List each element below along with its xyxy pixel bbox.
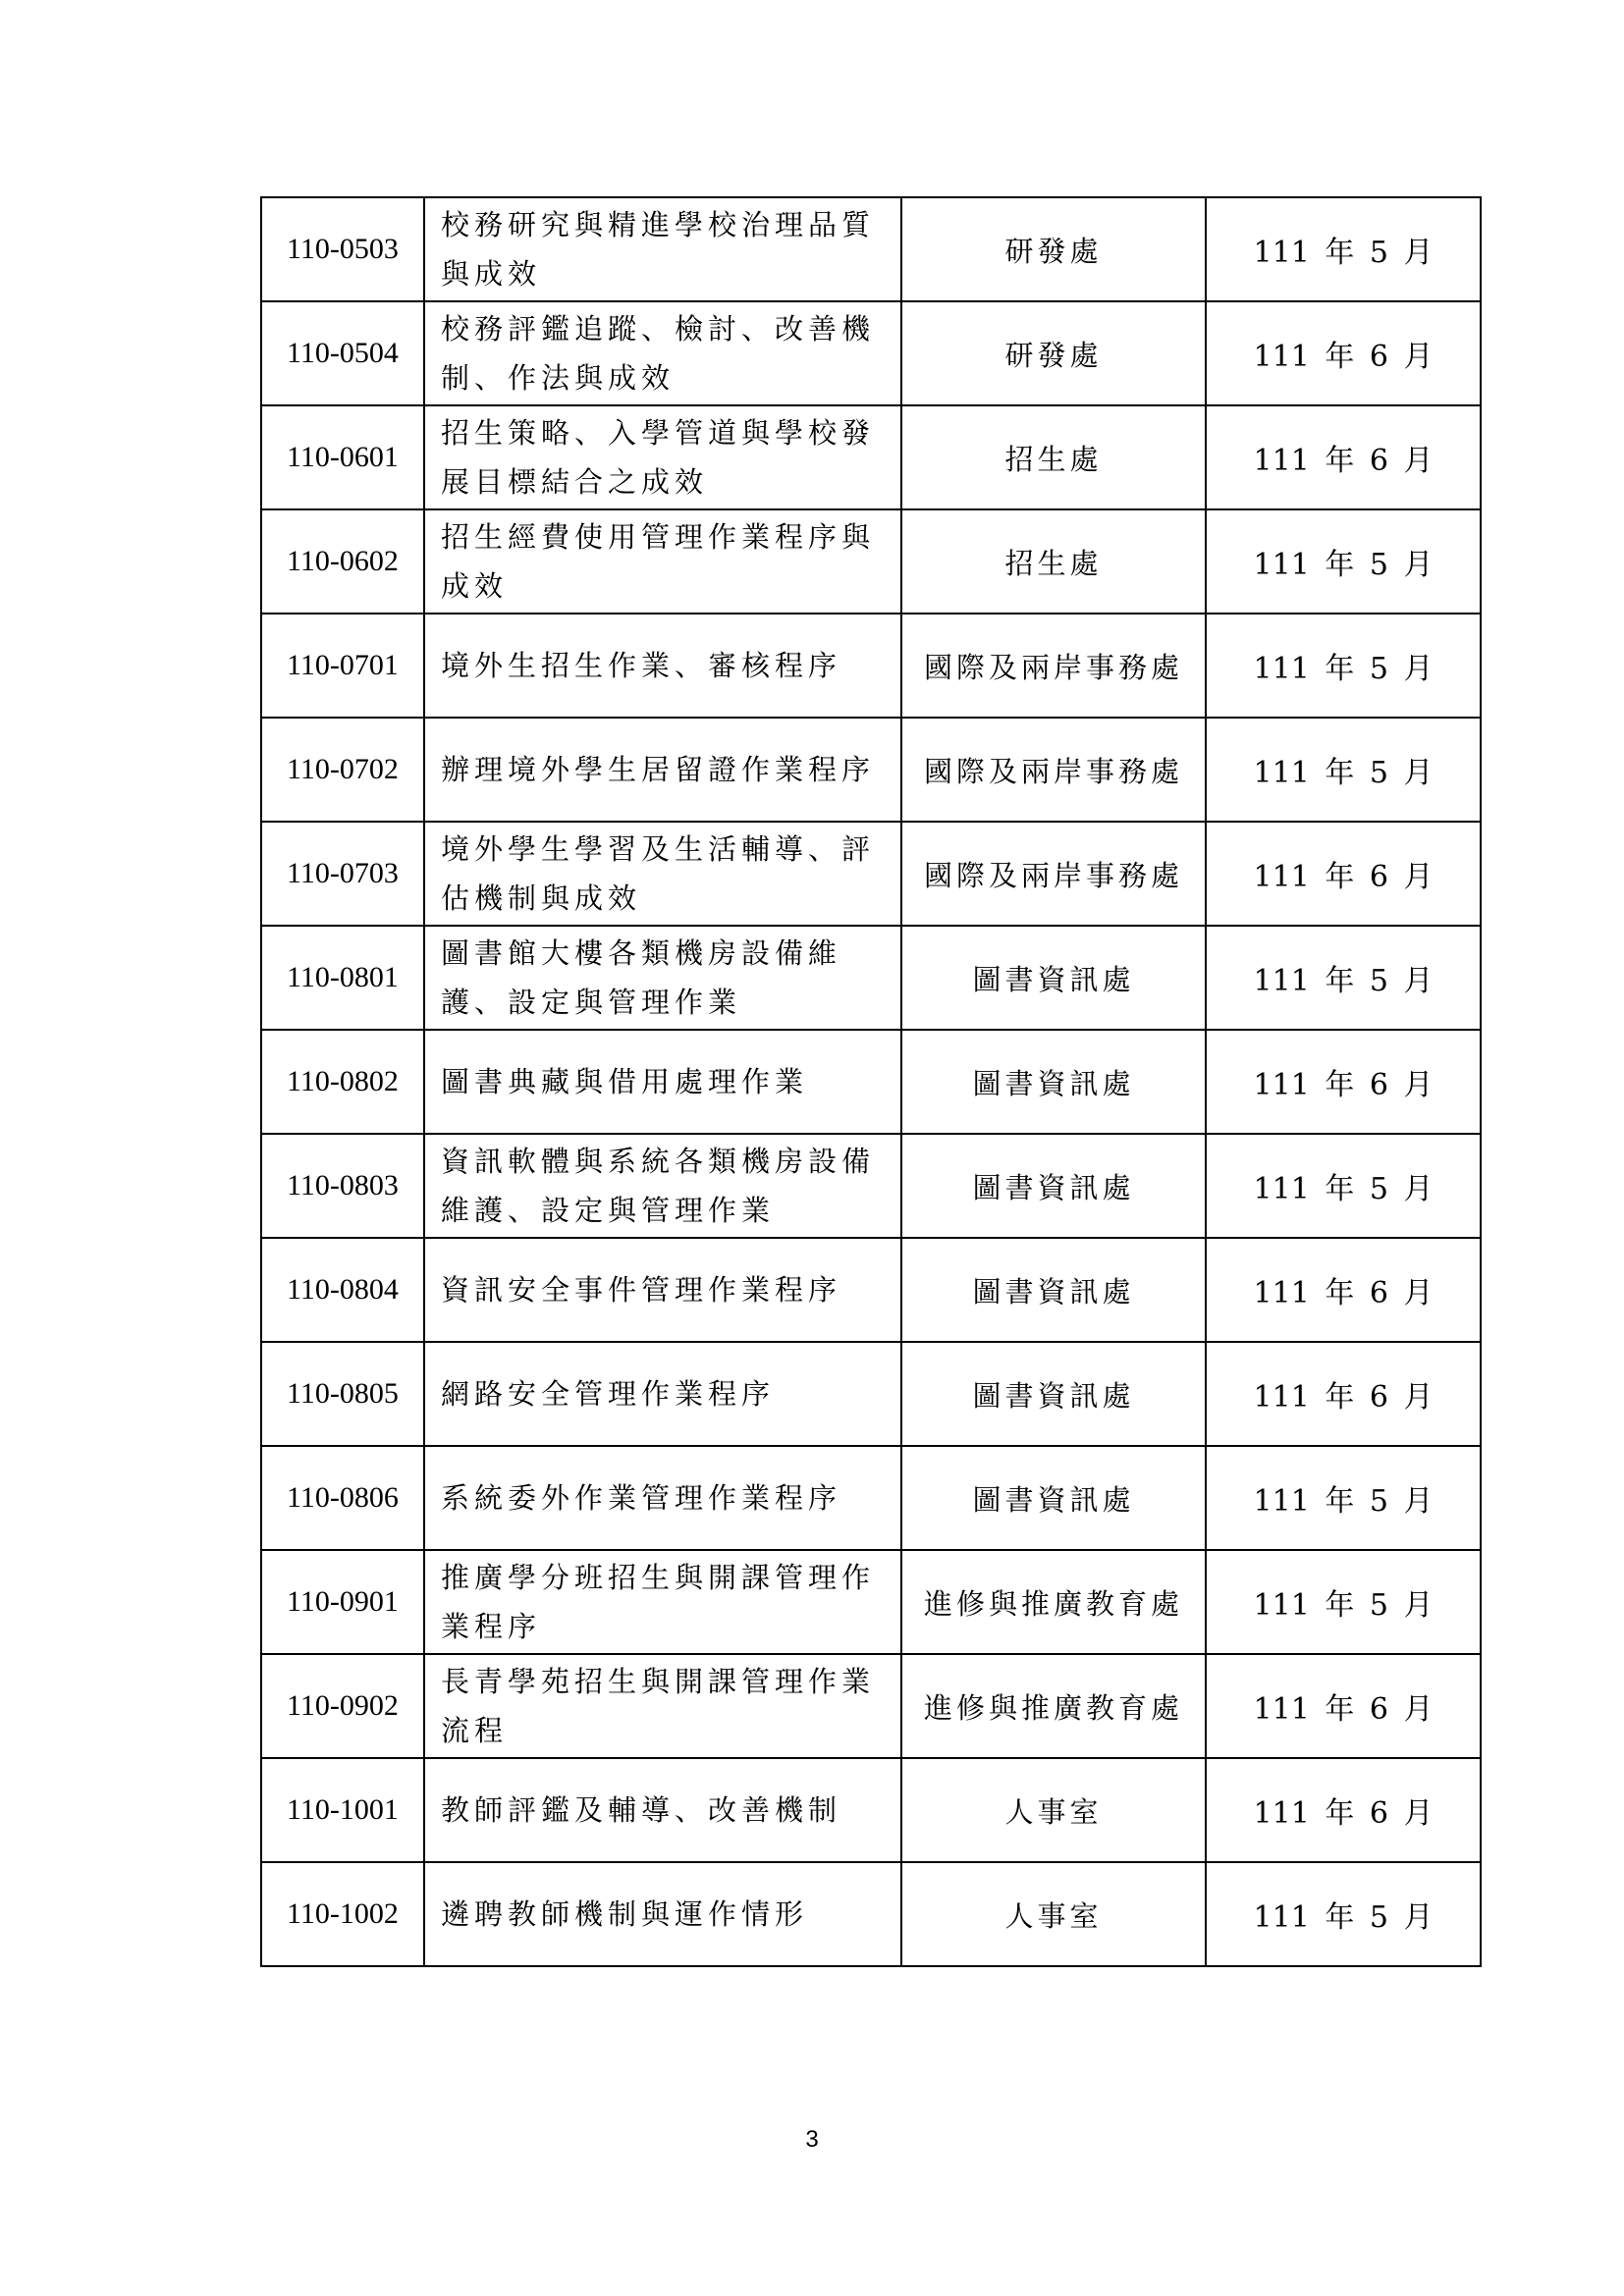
item-name: 長青學苑招生與開課管理作業流程	[424, 1654, 901, 1758]
responsible-unit: 進修與推廣教育處	[901, 1654, 1206, 1758]
audit-date: 111 年 5 月	[1206, 509, 1481, 614]
table-row	[261, 1446, 1481, 1550]
audit-date: 111 年 5 月	[1206, 197, 1481, 301]
table-row	[261, 926, 1481, 1030]
item-name: 資訊軟體與系統各類機房設備維護、設定與管理作業	[424, 1134, 901, 1238]
item-name: 招生策略、入學管道與學校發展目標結合之成效	[424, 405, 901, 509]
table-body	[261, 197, 1481, 1966]
audit-date: 111 年 5 月	[1206, 614, 1481, 718]
table-row	[261, 822, 1481, 926]
item-code: 110-0902	[261, 1654, 424, 1758]
audit-date: 111 年 5 月	[1206, 926, 1481, 1030]
responsible-unit: 圖書資訊處	[901, 1342, 1206, 1446]
responsible-unit: 圖書資訊處	[901, 1134, 1206, 1238]
item-code: 110-0503	[261, 197, 424, 301]
item-name: 資訊安全事件管理作業程序	[424, 1238, 901, 1342]
item-code: 110-0803	[261, 1134, 424, 1238]
item-code: 110-0701	[261, 614, 424, 718]
table-row	[261, 405, 1481, 509]
item-code: 110-0801	[261, 926, 424, 1030]
table-row	[261, 1030, 1481, 1134]
audit-date: 111 年 6 月	[1206, 1758, 1481, 1862]
item-code: 110-0901	[261, 1550, 424, 1654]
table-row	[261, 1550, 1481, 1654]
audit-date: 111 年 6 月	[1206, 1654, 1481, 1758]
responsible-unit: 研發處	[901, 301, 1206, 405]
item-code: 110-0804	[261, 1238, 424, 1342]
audit-date: 111 年 6 月	[1206, 822, 1481, 926]
item-name: 辦理境外學生居留證作業程序	[424, 718, 901, 822]
item-code: 110-1001	[261, 1758, 424, 1862]
audit-date: 111 年 6 月	[1206, 1030, 1481, 1134]
table-row	[261, 1758, 1481, 1862]
table-row	[261, 1134, 1481, 1238]
item-name: 校務評鑑追蹤、檢討、改善機制、作法與成效	[424, 301, 901, 405]
item-code: 110-0703	[261, 822, 424, 926]
item-code: 110-0601	[261, 405, 424, 509]
item-code: 110-0702	[261, 718, 424, 822]
responsible-unit: 國際及兩岸事務處	[901, 822, 1206, 926]
audit-date: 111 年 5 月	[1206, 718, 1481, 822]
item-code: 110-0806	[261, 1446, 424, 1550]
item-name: 圖書典藏與借用處理作業	[424, 1030, 901, 1134]
responsible-unit: 國際及兩岸事務處	[901, 718, 1206, 822]
responsible-unit: 進修與推廣教育處	[901, 1550, 1206, 1654]
audit-date: 111 年 6 月	[1206, 1238, 1481, 1342]
page-number: 3	[805, 2126, 819, 2153]
responsible-unit: 研發處	[901, 197, 1206, 301]
item-code: 110-0504	[261, 301, 424, 405]
audit-schedule-table	[260, 196, 1482, 1967]
item-name: 遴聘教師機制與運作情形	[424, 1862, 901, 1966]
item-code: 110-0805	[261, 1342, 424, 1446]
item-name: 網路安全管理作業程序	[424, 1342, 901, 1446]
audit-date: 111 年 6 月	[1206, 405, 1481, 509]
table-row	[261, 614, 1481, 718]
item-name: 圖書館大樓各類機房設備維護、設定與管理作業	[424, 926, 901, 1030]
item-code: 110-0602	[261, 509, 424, 614]
table-row	[261, 509, 1481, 614]
responsible-unit: 招生處	[901, 405, 1206, 509]
audit-date: 111 年 5 月	[1206, 1446, 1481, 1550]
audit-date: 111 年 5 月	[1206, 1862, 1481, 1966]
responsible-unit: 人事室	[901, 1758, 1206, 1862]
table-row	[261, 197, 1481, 301]
table-row	[261, 1342, 1481, 1446]
item-code: 110-0802	[261, 1030, 424, 1134]
audit-date: 111 年 6 月	[1206, 1342, 1481, 1446]
item-name: 境外學生學習及生活輔導、評估機制與成效	[424, 822, 901, 926]
responsible-unit: 圖書資訊處	[901, 1030, 1206, 1134]
item-name: 系統委外作業管理作業程序	[424, 1446, 901, 1550]
responsible-unit: 招生處	[901, 509, 1206, 614]
item-name: 招生經費使用管理作業程序與成效	[424, 509, 901, 614]
responsible-unit: 圖書資訊處	[901, 1446, 1206, 1550]
audit-date: 111 年 6 月	[1206, 301, 1481, 405]
audit-date: 111 年 5 月	[1206, 1550, 1481, 1654]
item-name: 推廣學分班招生與開課管理作業程序	[424, 1550, 901, 1654]
table-row	[261, 1238, 1481, 1342]
table-row	[261, 1862, 1481, 1966]
table-row	[261, 718, 1481, 822]
item-name: 校務研究與精進學校治理品質與成效	[424, 197, 901, 301]
responsible-unit: 人事室	[901, 1862, 1206, 1966]
table-row	[261, 301, 1481, 405]
item-code: 110-1002	[261, 1862, 424, 1966]
item-name: 教師評鑑及輔導、改善機制	[424, 1758, 901, 1862]
item-name: 境外生招生作業、審核程序	[424, 614, 901, 718]
audit-date: 111 年 5 月	[1206, 1134, 1481, 1238]
responsible-unit: 圖書資訊處	[901, 1238, 1206, 1342]
table-row	[261, 1654, 1481, 1758]
responsible-unit: 圖書資訊處	[901, 926, 1206, 1030]
responsible-unit: 國際及兩岸事務處	[901, 614, 1206, 718]
